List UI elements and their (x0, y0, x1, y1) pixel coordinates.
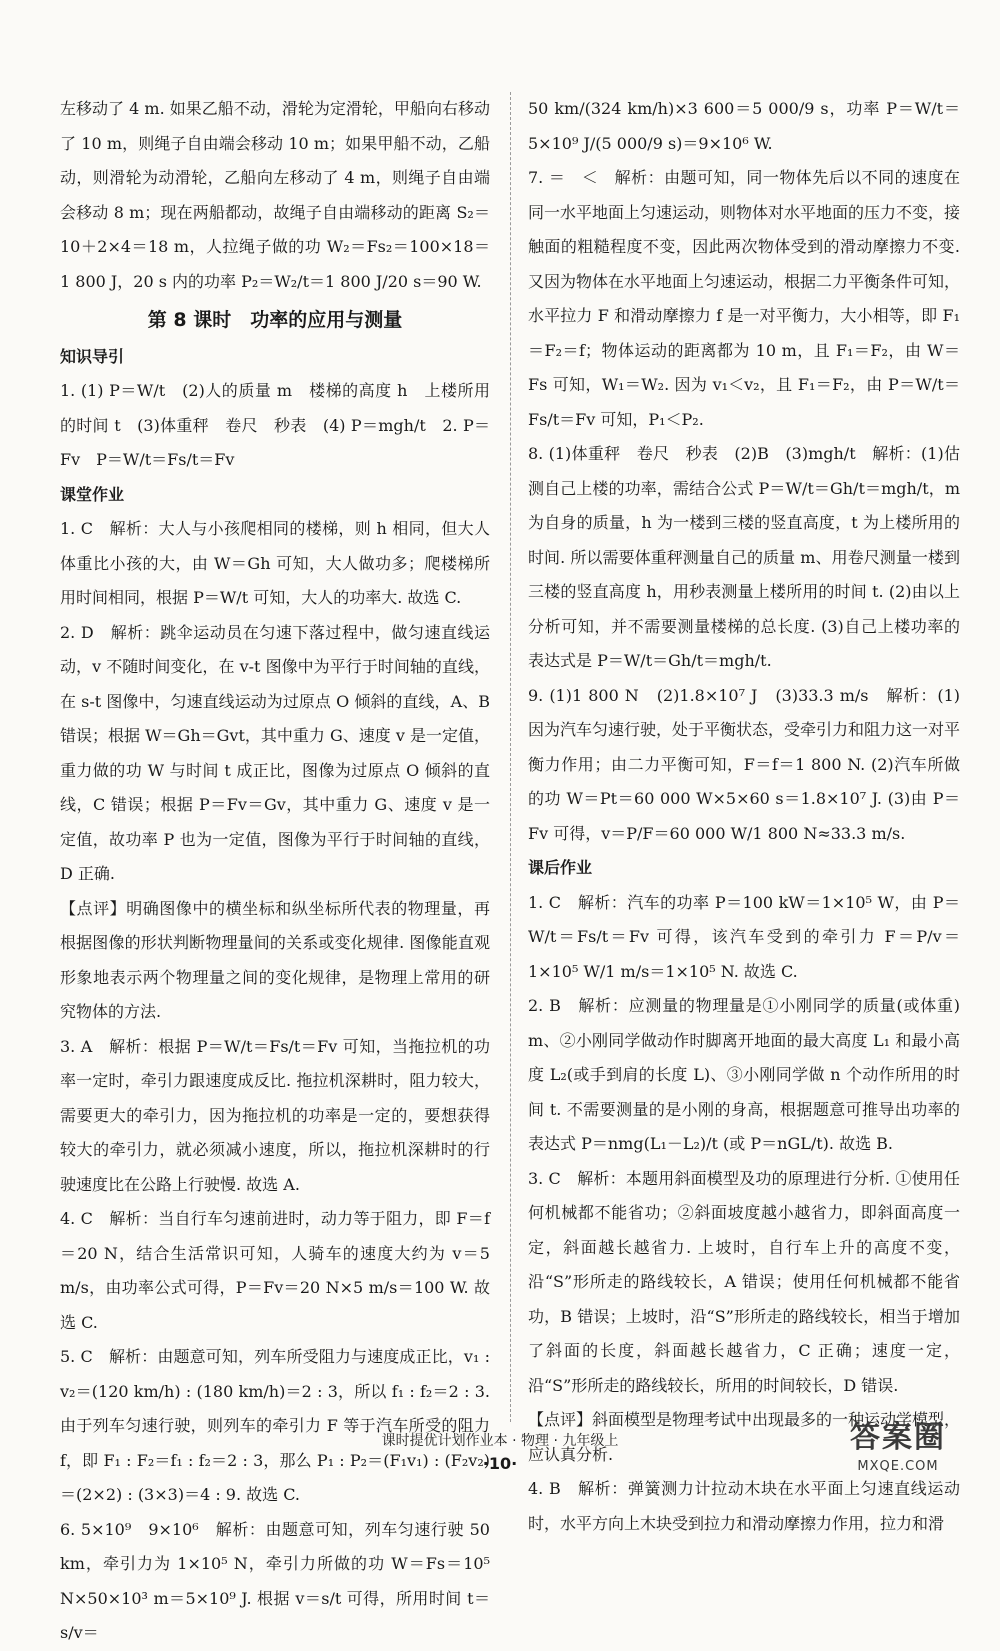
paragraph: 4. B 解析：弹簧测力计拉动木块在水平面上匀速直线运动时，水平方向上木块受到拉力和滑动摩擦力作用，拉力和滑 (528, 1479, 960, 1533)
paragraph: 左移动了 4 m. 如果乙船不动，滑轮为定滑轮，甲船向右移动了 10 m，则绳子自由端会移动 10 m；如果甲船不动，乙船动，则滑轮为动滑轮，乙船向左移动了 4 m，则绳子自由端会移动 8 m；现在两船都动，故绳子自由端移动的距离 S₂＝10＋2×4＝18 m，人拉绳子做的功 W₂＝Fs₂＝100×18＝1 800 J，20 s 内的功率 P₂＝W₂/t＝1 800 J/20 s＝90 W. (60, 99, 490, 291)
section-heading: 课堂作业 (60, 484, 125, 504)
paragraph: 6. 5×10⁹ 9×10⁶ 解析：由题意可知，列车匀速行驶 50 km，牵引力为 1×10⁵ N，牵引力所做的功 W＝Fs＝10⁵ N×50×10³ m＝5×10⁹ J. 根据 v＝s/t 可得，所用时间 t＝s/v＝ (60, 1519, 490, 1642)
section-heading: 知识导引 (60, 346, 125, 366)
paragraph: 4. C 解析：当自行车匀速前进时，动力等于阻力，即 F＝f＝20 N，结合生活常识可知，人骑车的速度大约为 v＝5 m/s，由功率公式可得，P＝Fv＝20 N×5 m/s＝100 W. 故选 C. (60, 1209, 490, 1332)
footer-book-title: 课时提优计划作业本 · 物理 · 九年级上 (381, 1433, 619, 1449)
paragraph: 2. B 解析：应测量的物理量是①小刚同学的质量(或体重) m、②小刚同学做动作时脚离开地面的最大高度 L₁ 和最小高度 L₂(或手到肩的长度 L)、③小刚同学做 n 个动作所用的时间 t. 不需要测量的是小刚的身高，根据题意可推导出功率的表达式 P＝nmg(L₁－L₂)/t (或 P＝nGL/t). 故选 B. (528, 996, 960, 1153)
watermark-title: 答案圈 (850, 1420, 946, 1455)
paragraph: 8. (1)体重秤 卷尺 秒表 (2)B (3)mgh/t 解析：(1)估测自己上楼的功率，需结合公式 P＝W/t＝Gh/t＝mgh/t，m 为自身的质量，h 为一楼到三楼的竖直高度，t 为上楼所用的时间. 所以需要体重秤测量自己的质量 m、用卷尺测量一楼到三楼的竖直高度 h，用秒表测量上楼所用的时间 t. (2)由以上分析可知，并不需要测量楼梯的总长度. (3)自己上楼功率的表达式是 P＝W/t＝Gh/t＝mgh/t. (528, 444, 960, 670)
section-heading: 课后作业 (528, 858, 593, 877)
paragraph: 1. (1) P＝W/t (2)人的质量 m 楼梯的高度 h 上楼所用的时间 t (3)体重秤 卷尺 秒表 (4) P＝mgh/t 2. P＝Fv P＝W/t＝Fs/t＝Fv (60, 381, 490, 469)
paragraph: 【点评】明确图像中的横坐标和纵坐标所代表的物理量，再根据图像的形状判断物理量间的关系或变化规律. 图像能直观形象地表示两个物理量之间的变化规律，是物理上常用的研究物体的方法. (60, 898, 490, 1021)
paragraph: 1. C 解析：汽车的功率 P＝100 kW＝1×10⁵ W，由 P＝W/t＝Fs/t＝Fv 可得，该汽车受到的牵引力 F＝P/v＝1×10⁵ W/1 m/s＝1×10⁵ N. 故选 C. (528, 892, 960, 981)
paragraph: 3. A 解析：根据 P＝W/t＝Fs/t＝Fv 可知，当拖拉机的功率一定时，牵引力跟速度成反比. 拖拉机深耕时，阻力较大，需要更大的牵引力，因为拖拉机的功率是一定的，要想获得较大的牵引力，就必须减小速度，所以，拖拉机深耕时的行驶速度比在公路上行驶慢. 故选 A. (60, 1036, 490, 1194)
page-number: ·10· (482, 1454, 518, 1473)
lesson-title: 第 8 课时 功率的应用与测量 (147, 309, 403, 331)
paragraph: 5. C 解析：由题意可知，列车所受阻力与速度成正比，v₁ : v₂＝(120 km/h) : (180 km/h)＝2 : 3，所以 f₁ : f₂＝2 : 3. 由于列车匀速行驶，则列车的牵引力 F 等于汽车所受的阻力 f，即 F₁ : F₂＝f₁ : f₂＝2 : 3，那么 P₁ : P₂＝(F₁v₁) : (F₂v₂)＝(2×2) : (3×3)＝4 : 9. 故选 C. (60, 1347, 490, 1504)
watermark-logo (818, 1418, 978, 1486)
paragraph: 1. C 解析：大人与小孩爬相同的楼梯，则 h 相同，但大人体重比小孩的大，由 W＝Gh 可知，大人做功多；爬楼梯所用时间相同，根据 P＝W/t 可知，大人的功率大. 故选 C. (60, 519, 490, 607)
left-column (60, 92, 490, 1651)
watermark-url: MXQE.COM (857, 1459, 939, 1474)
paragraph: 9. (1)1 800 N (2)1.8×10⁷ J (3)33.3 m/s 解析：(1)因为汽车匀速行驶，处于平衡状态，受牵引力和阻力这一对平衡力作用；由二力平衡可知，F＝f＝1 800 N. (2)汽车所做的功 W＝Pt＝60 000 W×5×60 s＝1.8×10⁷ J. (3)由 P＝Fv 可得，v＝P/F＝60 000 W/1 800 N≈33.3 m/s. (528, 685, 961, 843)
paragraph: 50 km/(324 km/h)×3 600＝5 000/9 s，功率 P＝W/t＝5×10⁹ J/(5 000/9 s)＝9×10⁶ W. (528, 99, 960, 153)
right-column (528, 92, 960, 1541)
paragraph: 7. ＝ ＜ 解析：由题可知，同一物体先后以不同的速度在同一水平地面上匀速运动，则物体对水平地面的压力不变，接触面的粗糙程度不变，因此两次物体受到的滑动摩擦力不变. 又因为物体在水平地面上匀速运动，根据二力平衡条件可知，水平拉力 F 和滑动摩擦力 f 是一对平衡力，大小相等，即 F₁＝F₂＝f；物体运动的距离都为 10 m，且 F₁＝F₂，由 W＝Fs 可知，W₁＝W₂. 因为 v₁＜v₂，且 F₁＝F₂，由 P＝W/t＝Fs/t＝Fv 可知，P₁＜P₂. (528, 168, 961, 429)
paragraph: 2. D 解析：跳伞运动员在匀速下落过程中，做匀速直线运动，v 不随时间变化，在 v-t 图像中为平行于时间轴的直线，在 s-t 图像中，匀速直线运动为过原点 O 倾斜的直线，A、B 错误；根据 W＝Gh＝Gvt，其中重力 G、速度 v 是一定值，重力做的功 W 与时间 t 成正比，图像为过原点 O 倾斜的直线，C 错误；根据 P＝Fv＝Gv，其中重力 G、速度 v 是一定值，故功率 P 也为一定值，图像为平行于时间轴的直线，D 正确. (60, 622, 490, 883)
paragraph: 3. C 解析：本题用斜面模型及功的原理进行分析. ①使用任何机械都不能省功；②斜面坡度越小越省力，即斜面高度一定，斜面越长越省力. 上坡时，自行车上升的高度不变，沿“S”形所走的路线较长，A 错误；使用任何机械都不能省功，B 错误；上坡时，沿“S”形所走的路线较长，相当于增加了斜面的长度，斜面越长越省力，C 正确；速度一定，沿“S”形所走的路线较长，所用的时间较长，D 错误. (528, 1168, 960, 1395)
column-divider (510, 92, 511, 1422)
paragraph: 【点评】斜面模型是物理考试中出现最多的一种运动学模型，应认真分析. (528, 1410, 961, 1464)
